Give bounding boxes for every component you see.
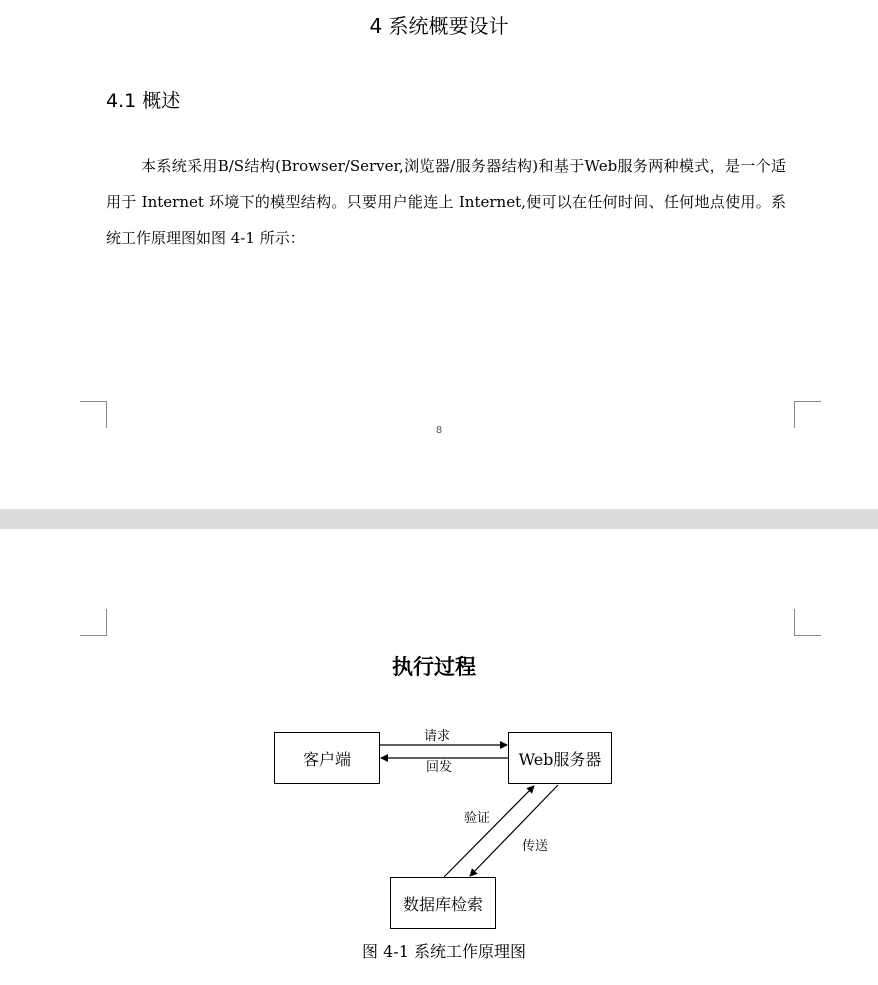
page-2 (0, 529, 878, 985)
page-gap (0, 509, 878, 529)
diagram-title: 执行过程 (392, 654, 476, 679)
web-server-node: Web服务器 (508, 732, 612, 784)
verify-arrow (444, 786, 534, 877)
request-label: 请求 (424, 729, 451, 744)
chapter-title: 4 系统概要设计 (369, 14, 509, 38)
send-arrow (470, 785, 558, 876)
verify-label: 验证 (464, 811, 491, 826)
body-paragraph: 本系统采用B/S结构(Browser/Server,浏览器/服务器结构)和基于Web服务两种模式，是一个适用于 Internet 环境下的模型结构。只要用户能连上 Internet,便可以在任何时间、任何地点使用。系统工作原理图如图 4-1 所示： (106, 157, 786, 247)
send-label: 传送 (522, 839, 549, 854)
page-number: 8 (435, 425, 443, 436)
figure-caption: 图 4-1 系统工作原理图 (362, 942, 526, 961)
reply-label: 回发 (426, 760, 453, 775)
client-node: 客户端 (274, 732, 380, 784)
crop-mark-bottom-left (80, 401, 107, 428)
section-title: 4.1 概述 (106, 90, 181, 112)
crop-mark-bottom-right (794, 401, 821, 428)
database-node: 数据库检索 (390, 877, 496, 929)
